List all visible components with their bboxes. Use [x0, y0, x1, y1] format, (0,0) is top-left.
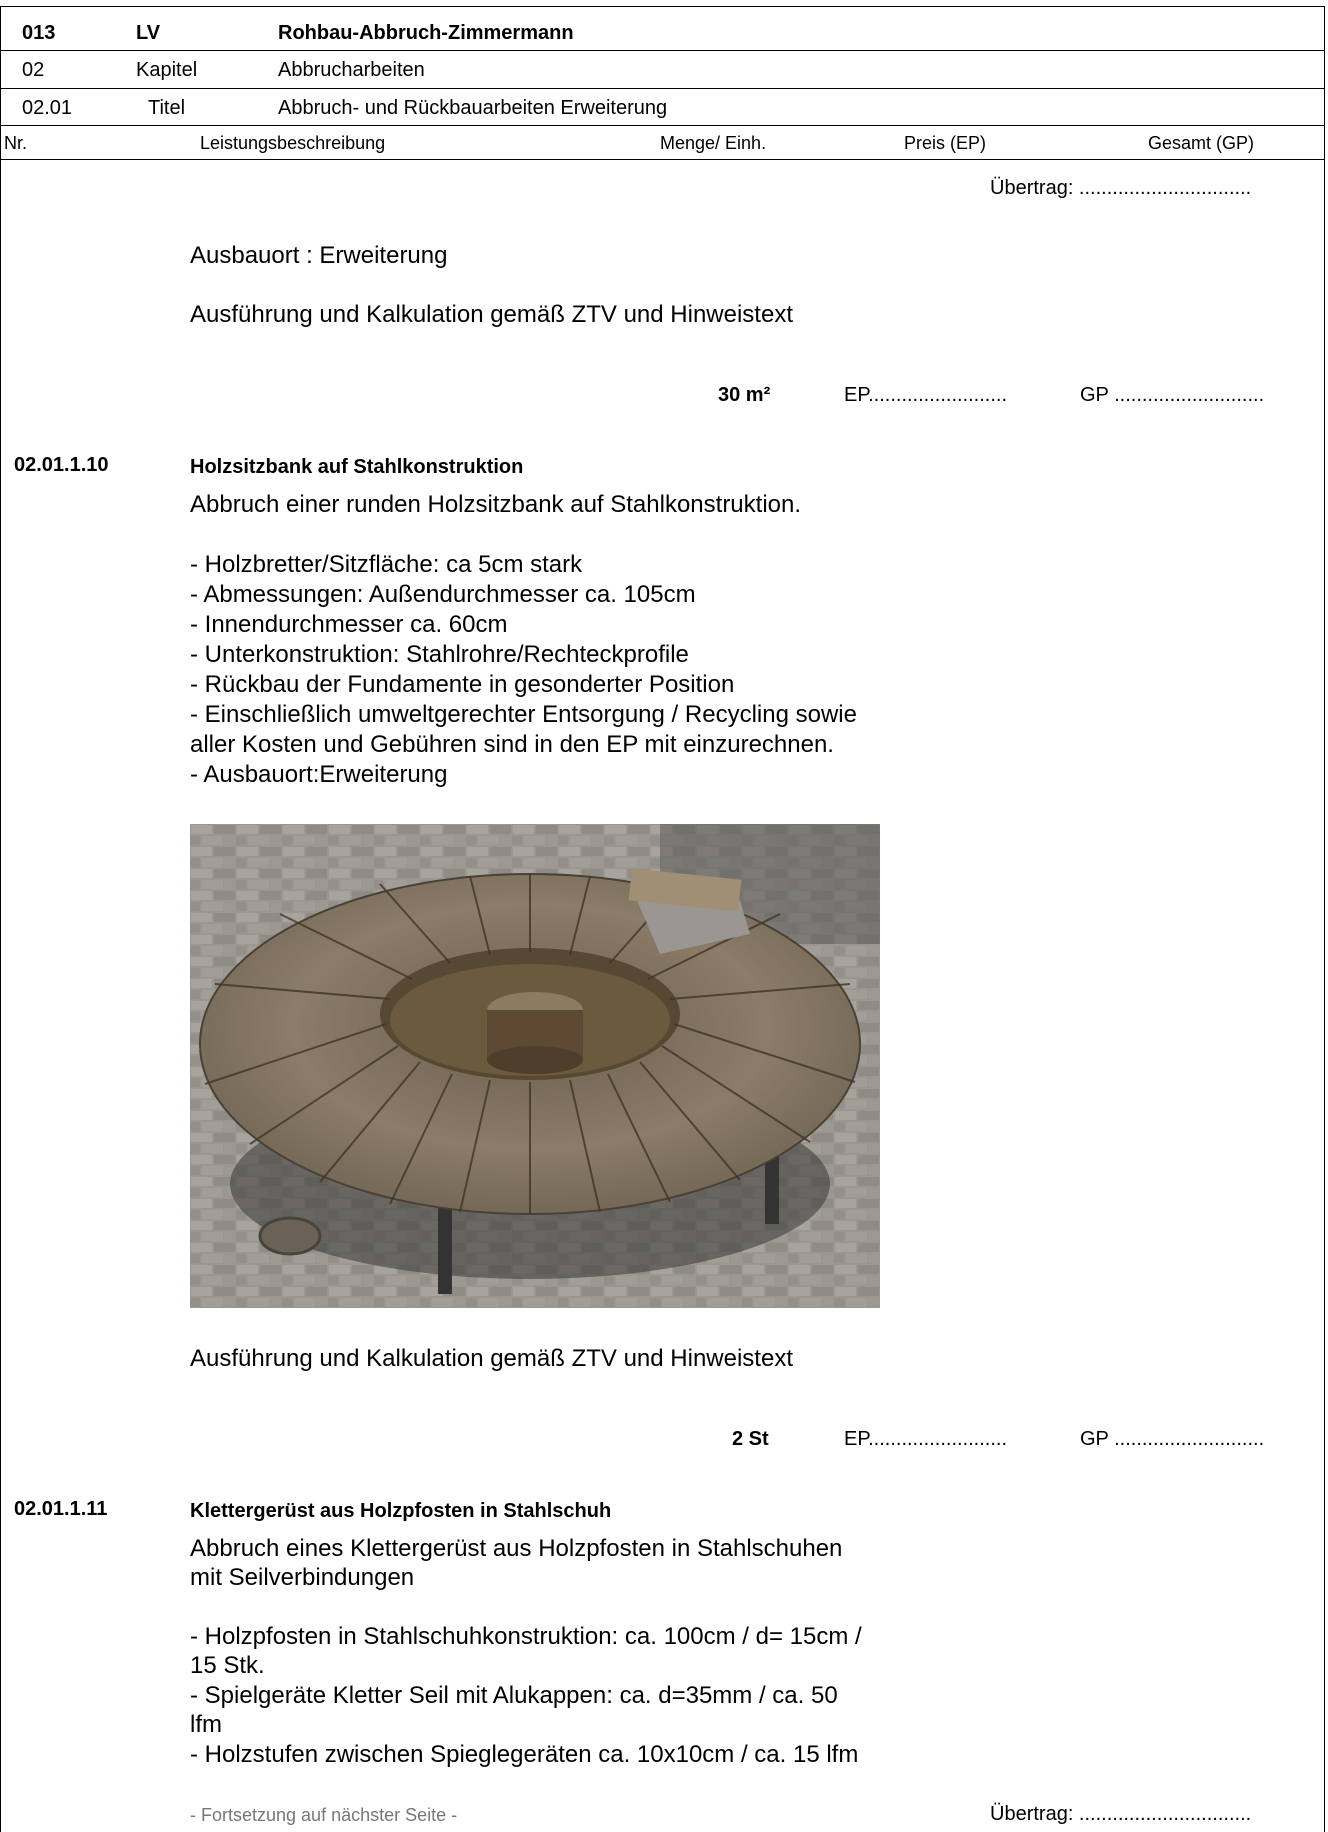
divider	[0, 125, 1325, 126]
item-title: Holzsitzbank auf Stahlkonstruktion	[190, 456, 524, 478]
bench-photo	[190, 824, 880, 1308]
header-lv-title: Rohbau-Abbruch-Zimmermann	[278, 22, 574, 44]
item-intro: mit Seilverbindungen	[190, 1564, 415, 1591]
item-bullet: - Abmessungen: Außendurchmesser ca. 105cm	[190, 581, 696, 608]
header-chapter-type: Kapitel	[136, 59, 198, 81]
column-header-price: Preis (EP)	[904, 133, 987, 153]
item-bullet: - Einschließlich umweltgerechter Entsorgung / Recycling sowie	[190, 701, 857, 728]
item-bullet: - Spielgeräte Kletter Seil mit Alukappen: ca. d=35mm / ca. 50	[190, 1682, 838, 1709]
item-bullet: - Rückbau der Fundamente in gesonderter Position	[190, 671, 735, 698]
header-lv-number: 013	[22, 22, 56, 44]
prev-item-location: Ausbauort : Erweiterung	[190, 242, 448, 269]
prev-item-unit-price: EP.........................	[844, 384, 1008, 406]
prev-item-execution-note: Ausführung und Kalkulation gemäß ZTV und Hinweistext	[190, 301, 793, 328]
divider	[0, 159, 1325, 160]
item-bullet: aller Kosten und Gebühren sind in den EP mit einzurechnen.	[190, 731, 834, 758]
item-bullet: - Holzpfosten in Stahlschuhkonstruktion: ca. 100cm / d= 15cm /	[190, 1623, 862, 1650]
item-bullet: lfm	[190, 1711, 222, 1738]
item-unit-price: EP.........................	[844, 1428, 1008, 1450]
item-intro: Abbruch eines Klettergerüst aus Holzpfosten in Stahlschuhen	[190, 1535, 843, 1562]
item-execution-note: Ausführung und Kalkulation gemäß ZTV und Hinweistext	[190, 1345, 793, 1372]
header-chapter-title: Abbrucharbeiten	[278, 59, 425, 81]
item-bullet: - Holzstufen zwischen Spieglegeräten ca. 10x10cm / ca. 15 lfm	[190, 1741, 859, 1768]
item-bullet: - Innendurchmesser ca. 60cm	[190, 611, 508, 638]
divider	[0, 50, 1325, 51]
item-total-price: GP ...........................	[1080, 1428, 1265, 1450]
divider	[0, 88, 1325, 89]
carry-over-bottom: Übertrag: ...............................	[990, 1803, 1252, 1825]
carry-over-top: Übertrag: ...............................	[990, 177, 1252, 199]
prev-item-quantity: 30 m²	[718, 384, 771, 406]
header-title-text: Abbruch- und Rückbauarbeiten Erweiterung	[278, 97, 668, 119]
item-title: Klettergerüst aus Holzpfosten in Stahlschuh	[190, 1500, 612, 1522]
bench-photo-illustration	[190, 824, 880, 1308]
column-header-nr: Nr.	[4, 133, 28, 153]
item-bullet: - Ausbauort:Erweiterung	[190, 761, 448, 788]
item-bullet: - Holzbretter/Sitzfläche: ca 5cm stark	[190, 551, 583, 578]
item-bullet: 15 Stk.	[190, 1652, 265, 1679]
prev-item-total-price: GP ...........................	[1080, 384, 1265, 406]
header-chapter-number: 02	[22, 59, 45, 81]
column-header-quantity: Menge/ Einh.	[660, 133, 767, 153]
item-bullet: - Unterkonstruktion: Stahlrohre/Rechteckprofile	[190, 641, 689, 668]
header-lv-type: LV	[136, 22, 161, 44]
item-quantity: 2 St	[732, 1428, 769, 1450]
item-number: 02.01.1.10	[14, 454, 109, 476]
header-title-type: Titel	[148, 97, 186, 119]
column-header-total: Gesamt (GP)	[1148, 133, 1255, 153]
item-number: 02.01.1.11	[14, 1498, 108, 1520]
header-title-number: 02.01	[22, 97, 73, 119]
column-header-description: Leistungsbeschreibung	[200, 133, 386, 153]
item-intro: Abbruch einer runden Holzsitzbank auf Stahlkonstruktion.	[190, 491, 802, 518]
continued-note: - Fortsetzung auf nächster Seite -	[190, 1805, 458, 1825]
